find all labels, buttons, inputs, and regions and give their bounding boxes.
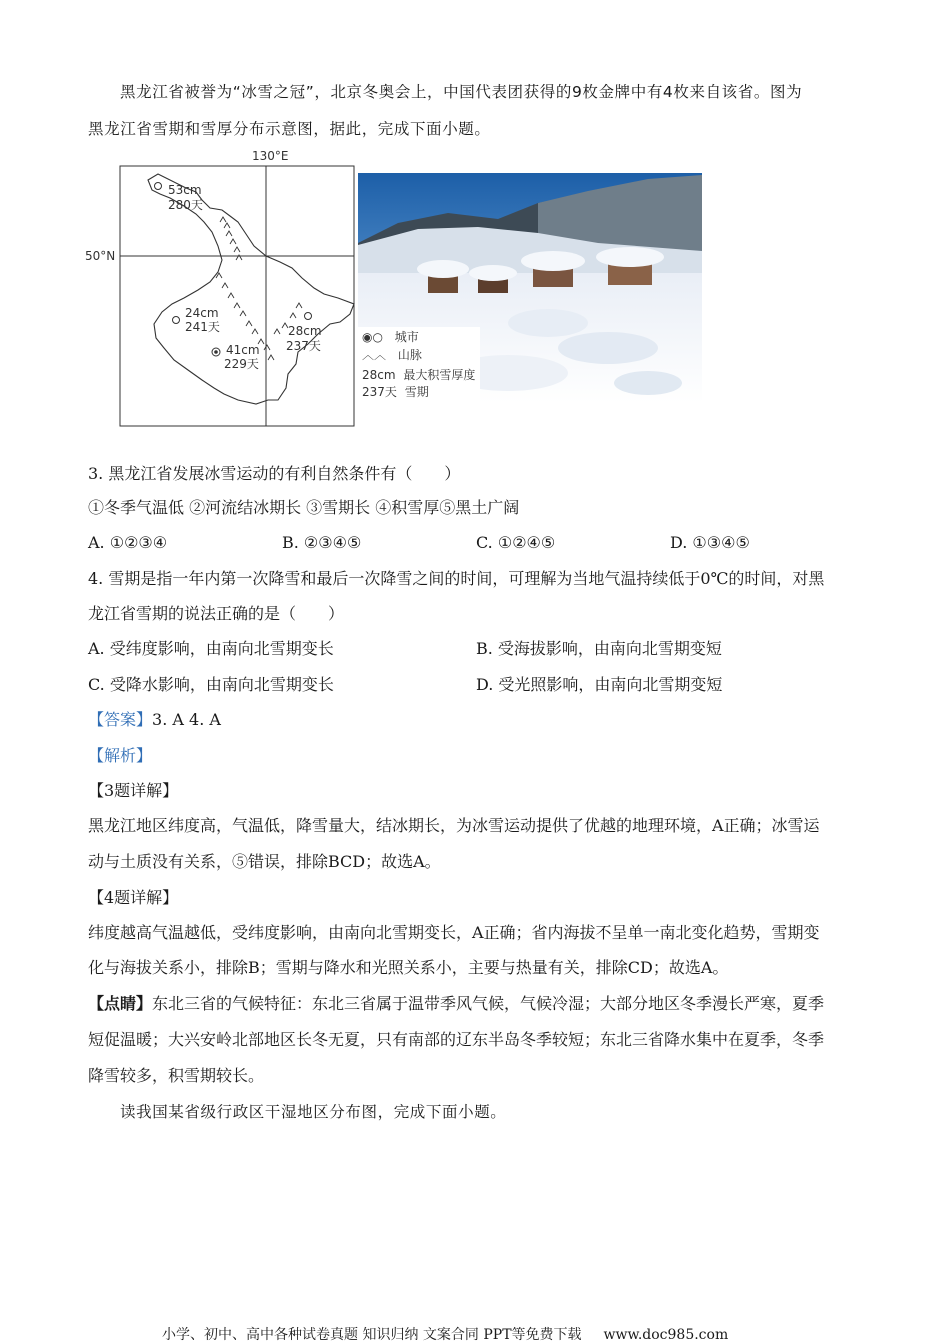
tip-line-1: [88, 994, 824, 1014]
legend-city-row: [362, 330, 419, 344]
q3-option-c: C. ①②④⑤: [476, 533, 556, 552]
detail4-title: 【4题详解】: [88, 888, 179, 907]
city-marker: [305, 313, 312, 320]
answer-line: [88, 710, 221, 730]
city-days: 280天: [168, 198, 203, 212]
q4-stem-line-1: 4. 雪期是指一年内第一次降雪和最后一次降雪之间的时间，可理解为当地气温持续低于0℃的时间，对黑: [88, 569, 825, 588]
legend-days-label: 雪期: [404, 385, 429, 399]
detail3-line-2: 动与土质没有关系，⑤错误，排除BCD；故选A。: [88, 852, 441, 871]
intro-line-2: 黑龙江省雪期和雪厚分布示意图，据此，完成下面小题。: [88, 120, 491, 138]
q3-option-b: B. ②③④⑤: [282, 533, 362, 552]
legend-depth-sample: 28cm: [362, 368, 396, 382]
city-marker: [155, 183, 162, 190]
city-marker: [173, 317, 180, 324]
legend-depth-row: [362, 368, 475, 382]
footer-text: 小学、初中、高中各种试卷真题 知识归纳 文案合同 PPT等免费下载: [162, 1327, 582, 1343]
detail4-line-2: 化与海拔关系小，排除B；雪期与降水和光照关系小，主要与热量有关，排除CD；故选A。: [88, 958, 729, 977]
city-days: 241天: [185, 320, 220, 334]
answer-text: 3. A 4. A: [152, 710, 221, 729]
legend-city-label: 城市: [394, 330, 419, 344]
tip-text-1: 东北三省的气候特征：东北三省属于温带季风气候，气候冷湿；大部分地区冬季漫长严寒，夏季: [152, 994, 825, 1013]
lon-label: 130°E: [252, 149, 289, 163]
legend-days-sample: 237天: [362, 385, 397, 399]
q3-option-a: A. ①②③④: [88, 533, 168, 552]
intro-line-1: 黑龙江省被誉为“冰雪之冠”，北京冬奥会上，中国代表团获得的9枚金牌中有4枚来自该省。图为: [120, 83, 803, 101]
city-depth: 24cm: [185, 306, 219, 320]
tip-line-2: 短促温暖；大兴安岭北部地区长冬无夏，只有南部的辽东半岛冬季较短；东北三省降水集中在夏季，冬季: [88, 1030, 825, 1049]
mountain-symbol-icon: ︿︿: [362, 348, 387, 362]
city-depth: 41cm: [226, 343, 260, 357]
lat-label: 50°N: [85, 249, 116, 263]
q3-option-d: D. ①③④⑤: [670, 533, 750, 552]
detail3-line-1: 黑龙江地区纬度高，气温低，降雪量大，结冰期长，为冰雪运动提供了优越的地理环境，A正确；冰雪运: [88, 816, 820, 835]
q4-option-d: D. 受光照影响，由南向北雪期变短: [476, 675, 723, 694]
analysis-tag: 【解析】: [88, 746, 153, 765]
city-depth: 28cm: [288, 324, 322, 338]
city-symbol-icon: ◉○: [362, 330, 383, 344]
q4-option-b: B. 受海拔影响，由南向北雪期变短: [476, 639, 722, 658]
legend-mountain-row: [362, 348, 422, 362]
q3-stem: 3. 黑龙江省发展冰雪运动的有利自然条件有（ ）: [88, 464, 461, 483]
map-legend: [358, 327, 480, 403]
legend-days-row: [362, 385, 429, 399]
q4-option-a: A. 受纬度影响，由南向北雪期变长: [88, 639, 334, 658]
q4-option-c: C. 受降水影响，由南向北雪期变长: [88, 675, 334, 694]
tip-tag: 【点睛】: [88, 994, 153, 1013]
page-footer: [162, 1324, 728, 1344]
next-section-intro: 读我国某省级行政区干湿地区分布图，完成下面小题。: [120, 1103, 507, 1121]
legend-depth-label: 最大积雪厚度: [403, 368, 476, 382]
legend-mountain-label: 山脉: [397, 348, 422, 362]
city-depth: 53cm: [168, 183, 202, 197]
footer-url[interactable]: www.doc985.com: [603, 1327, 729, 1343]
answer-tag: 【答案】: [88, 710, 153, 729]
city-days: 229天: [224, 357, 259, 371]
q4-stem-line-2: 龙江省雪期的说法正确的是（ ）: [88, 604, 345, 623]
q3-items: ①冬季气温低 ②河流结冰期长 ③雪期长 ④积雪厚⑤黑土广阔: [88, 498, 520, 517]
detail3-title: 【3题详解】: [88, 781, 179, 800]
city-days: 237天: [286, 339, 321, 353]
detail4-line-1: 纬度越高气温越低，受纬度影响，由南向北雪期变长，A正确；省内海拔不呈单一南北变化趋势，雪期变: [88, 923, 820, 942]
tip-line-3: 降雪较多，积雪期较长。: [88, 1066, 265, 1085]
